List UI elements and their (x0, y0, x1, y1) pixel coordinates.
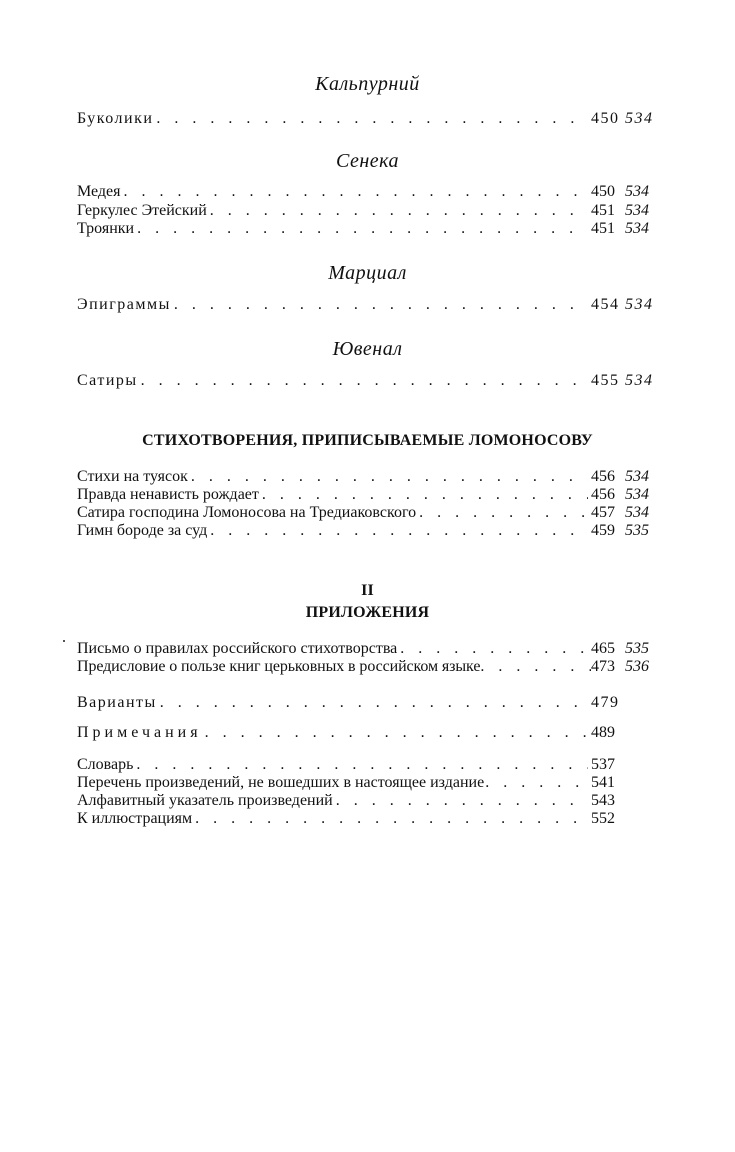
entry-title: Перечень произведений, не вошедших в настоящее издание (77, 774, 485, 791)
leader-dots (174, 296, 588, 314)
entry-page: 543 (591, 792, 615, 809)
entry-note-page: 534 (625, 468, 649, 485)
entry-page: 451 (591, 202, 615, 219)
entry-note-page: 534 (625, 110, 654, 127)
section-title-attributed: СТИХОТВОРЕНИЯ, ПРИПИСЫВАЕМЫЕ ЛОМОНОСОВУ (142, 432, 593, 449)
entry-title: Варианты (77, 694, 157, 711)
entry-page: 459 (591, 522, 615, 539)
entry-note-page: 535 (625, 640, 649, 657)
entry-title: Буколики (77, 110, 154, 127)
entry-note-page: 534 (625, 486, 649, 503)
entry-note-page: 534 (625, 183, 649, 200)
entry-page: 456 (591, 486, 615, 503)
section-title-appendices: ПРИЛОЖЕНИЯ (305, 604, 430, 621)
author-heading-martial: Марциал (328, 262, 407, 284)
entry-title: К иллюстрациям (77, 810, 193, 827)
entry-title: Правда ненависть рождает (77, 486, 259, 503)
leader-dots (191, 468, 588, 486)
leader-dots (400, 640, 588, 658)
toc-entry (77, 220, 657, 238)
toc-entry (77, 486, 657, 504)
entry-title: Сатиры (77, 372, 138, 389)
entry-title: Сатира господина Ломоносова на Тредиаковского (77, 504, 417, 521)
entry-title: Гимн бороде за суд (77, 522, 208, 539)
leader-dots (124, 183, 588, 201)
entry-title: Письмо о правилах российского стихотворства (77, 640, 398, 657)
entry-title: Алфавитный указатель произведений (77, 792, 333, 809)
entry-note-page: 534 (625, 504, 649, 521)
entry-page: 450 (591, 110, 620, 127)
entry-page: 456 (591, 468, 615, 485)
toc-entry (77, 724, 657, 742)
author-heading-seneca: Сенека (335, 150, 399, 172)
entry-title: Примечания (77, 724, 202, 741)
leader-dots (480, 658, 591, 676)
margin-mark (63, 640, 65, 642)
part-number: II (361, 582, 374, 599)
toc-entry (77, 774, 657, 792)
leader-dots (141, 372, 588, 390)
leader-dots (195, 810, 588, 828)
leader-dots (210, 522, 588, 540)
entry-page: 457 (591, 504, 615, 521)
toc-entry (77, 522, 657, 540)
toc-entry (77, 110, 657, 128)
entry-page: 537 (591, 756, 615, 773)
toc-entry (77, 202, 657, 220)
leader-dots (137, 220, 588, 238)
entry-page: 479 (591, 694, 620, 711)
entry-title: Медея (77, 183, 121, 200)
entry-note-page: 534 (625, 220, 649, 237)
entry-page: 455 (591, 372, 620, 389)
entry-page: 552 (591, 810, 615, 827)
leader-dots (336, 792, 588, 810)
entry-page: 465 (591, 640, 615, 657)
entry-title: Троянки (77, 220, 135, 237)
leader-dots (210, 202, 588, 220)
entry-note-page: 534 (625, 372, 654, 389)
leader-dots (485, 774, 590, 792)
leader-dots (419, 504, 588, 522)
entry-page: 489 (591, 724, 615, 741)
toc-entry (77, 640, 657, 658)
toc-entry (77, 810, 657, 828)
entry-page: 473 (591, 658, 615, 675)
toc-entry (77, 504, 657, 522)
entry-page: 451 (591, 220, 615, 237)
leader-dots (136, 756, 588, 774)
entry-title: Предисловие о пользе книг церьковных в российском языке (77, 658, 481, 675)
leader-dots (156, 110, 588, 128)
author-heading-juvenal: Ювенал (332, 338, 403, 360)
toc-entry (77, 468, 657, 486)
toc-entry (77, 658, 657, 676)
entry-page: 541 (591, 774, 615, 791)
entry-title: Словарь (77, 756, 134, 773)
leader-dots (262, 486, 588, 504)
toc-entry (77, 183, 657, 201)
entry-note-page: 534 (625, 296, 654, 313)
entry-page: 454 (591, 296, 620, 313)
leader-dots (160, 694, 588, 712)
entry-title: Эпиграммы (77, 296, 171, 313)
toc-entry (77, 296, 657, 314)
entry-note-page: 535 (625, 522, 649, 539)
toc-entry (77, 792, 657, 810)
entry-title: Геркулес Этейский (77, 202, 207, 219)
entry-title: Стихи на туясок (77, 468, 188, 485)
toc-entry (77, 756, 657, 774)
leader-dots (205, 724, 588, 742)
author-heading-calpurnius: Кальпурний (315, 73, 420, 95)
entry-note-page: 534 (625, 202, 649, 219)
toc-entry (77, 694, 657, 712)
entry-note-page: 536 (625, 658, 649, 675)
toc-entry (77, 372, 657, 390)
entry-page: 450 (591, 183, 615, 200)
